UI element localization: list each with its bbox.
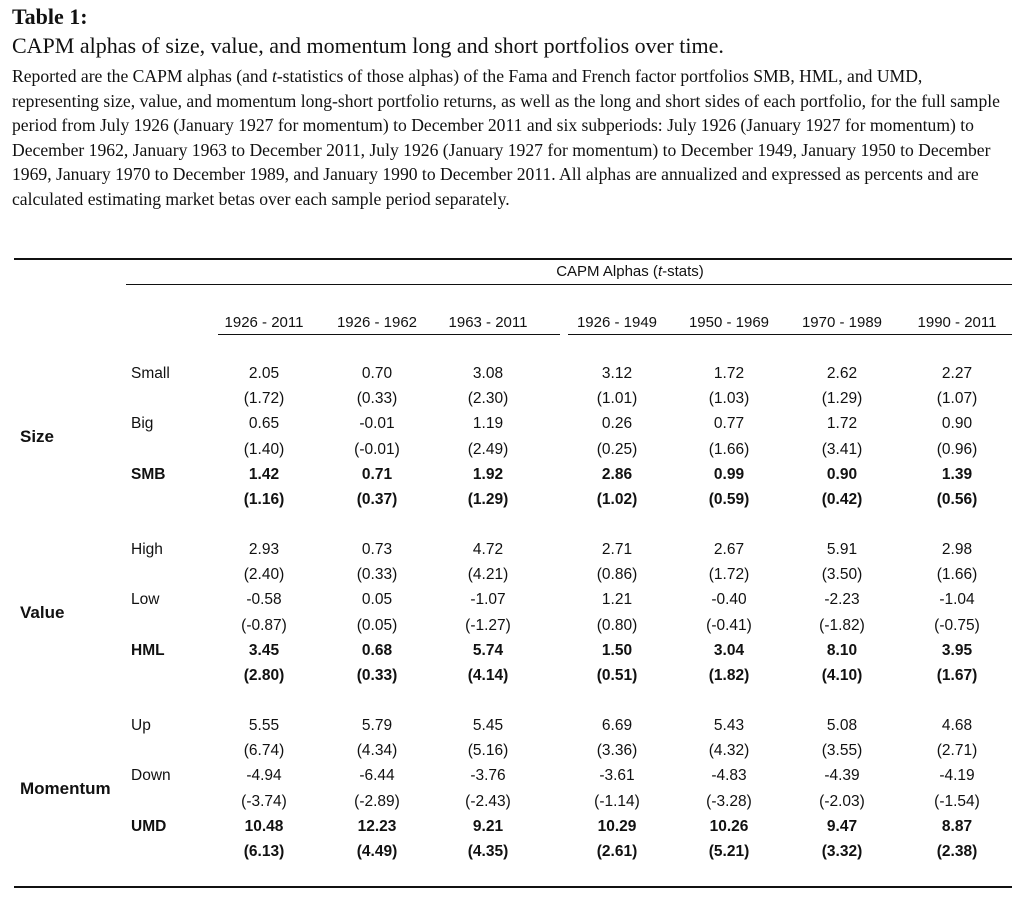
tstat-cell: (0.33) [356, 566, 398, 584]
row-label: SMB [131, 465, 166, 483]
alpha-cell: 1.50 [601, 641, 633, 659]
alpha-cell: -4.83 [711, 767, 747, 785]
alpha-cell: 0.99 [713, 465, 745, 483]
tstat-cell: (3.36) [596, 742, 638, 760]
tstat-cell: (1.66) [708, 440, 750, 458]
alpha-cell: 0.73 [361, 541, 393, 558]
alpha-cell: -4.19 [939, 767, 975, 785]
alpha-cell: 1.92 [472, 465, 504, 483]
alpha-cell: 1.42 [248, 465, 280, 483]
tstat-cell: (4.34) [356, 742, 398, 760]
tstat-row [0, 491, 1024, 516]
alpha-row [0, 717, 1024, 742]
alpha-cell: 1.39 [941, 465, 973, 483]
tstat-cell: (4.32) [708, 742, 750, 760]
alpha-row [0, 767, 1024, 792]
tstat-cell: (-0.01) [354, 440, 400, 458]
tstat-cell: (4.49) [356, 843, 398, 860]
alpha-cell: 5.91 [826, 541, 858, 558]
table-heading: Table 1: [12, 4, 88, 29]
alpha-row [0, 642, 1024, 667]
period-header: 1926 - 1949 [576, 314, 658, 331]
alpha-cell: 5.79 [361, 717, 393, 734]
tstat-cell: (0.33) [356, 667, 398, 684]
alpha-cell: 4.72 [472, 541, 504, 558]
tstat-cell: (0.25) [596, 440, 638, 458]
group-label: Value [20, 603, 65, 622]
header-t-italic: t [657, 263, 663, 280]
alpha-cell: 1.72 [826, 415, 858, 433]
tstat-cell: (0.51) [596, 667, 638, 684]
tstat-row [0, 793, 1024, 818]
tstat-cell: (2.30) [467, 390, 509, 408]
tstat-cell: (1.03) [708, 390, 750, 408]
alpha-row [0, 466, 1024, 491]
alpha-row [0, 591, 1024, 616]
alpha-cell: -6.44 [359, 767, 395, 785]
tstat-cell: (0.96) [936, 440, 978, 458]
group-label: Momentum [20, 779, 111, 798]
alpha-row [0, 365, 1024, 390]
alpha-cell: 0.68 [361, 641, 393, 659]
period-header: 1950 - 1969 [688, 314, 770, 331]
alpha-row [0, 541, 1024, 566]
period-header: 1926 - 1962 [336, 314, 418, 331]
alpha-cell: 4.68 [941, 717, 973, 734]
alpha-cell: 9.47 [826, 817, 858, 835]
tstat-cell: (1.82) [708, 667, 750, 684]
period-rule-right [568, 334, 1012, 335]
alpha-cell: -1.04 [939, 591, 975, 609]
tstat-cell: (1.02) [596, 491, 638, 508]
tstat-cell: (2.71) [936, 742, 978, 760]
tstat-cell: (1.29) [467, 491, 509, 508]
period-header: 1990 - 2011 [917, 314, 997, 331]
tstat-cell: (0.80) [596, 616, 638, 634]
alpha-cell: 5.08 [826, 717, 858, 734]
alpha-cell: -0.40 [711, 591, 747, 609]
caption-text-rest: -statistics of those alphas) of the Fama and French factor portfolios SMB, HML, and UMD, representing size, value, and momentum long-short portfolio returns, as well as the long and short sides of each portfolio, for the full sample period from July 1926 (January 1927 for momentum) to December 2011 and six subperiods: July 1926 (January 1927 for momentum) to December 1962, January 1963 to December 2011, July 1926 (January 1927 for momentum) to December 1949, January 1950 to December 1969, January 1970 to December 1989, and January 1990 to December 2011. All alphas are annualized and expressed as percents and are calculated estimating market betas over each sample period separately. [12, 66, 1000, 209]
table-title: CAPM alphas of size, value, and momentum long and short portfolios over time. [12, 33, 724, 58]
alpha-cell: 2.62 [826, 365, 858, 382]
alpha-cell: 5.55 [248, 717, 280, 734]
alpha-cell: -4.94 [246, 767, 282, 785]
alpha-cell: 3.04 [713, 641, 745, 659]
tstat-cell: (1.72) [708, 566, 750, 584]
table-caption [12, 64, 1012, 211]
alpha-cell: 3.08 [472, 365, 504, 382]
alpha-cell: 3.45 [248, 641, 280, 659]
tstat-cell: (-0.87) [241, 616, 287, 634]
tstat-row [0, 390, 1024, 415]
alpha-cell: 5.45 [472, 717, 504, 734]
tstat-cell: (1.67) [936, 667, 978, 684]
tstat-cell: (0.33) [356, 390, 398, 408]
tstat-cell: (4.14) [467, 667, 509, 684]
table-column-group-header [440, 263, 820, 280]
alpha-cell: 2.98 [941, 541, 973, 558]
alpha-cell: 3.95 [941, 641, 973, 659]
tstat-cell: (4.10) [821, 667, 863, 684]
tstat-row [0, 441, 1024, 466]
alpha-cell: 0.90 [941, 415, 973, 433]
alpha-cell: -3.61 [599, 767, 635, 785]
tstat-cell: (4.35) [467, 843, 509, 860]
alpha-cell: 8.10 [826, 641, 858, 659]
tstat-row [0, 667, 1024, 692]
tstat-cell: (0.59) [708, 491, 750, 508]
tstat-cell: (0.05) [356, 616, 398, 634]
tstat-cell: (1.07) [936, 390, 978, 408]
caption-text-start: Reported are the CAPM alphas (and [12, 66, 272, 86]
row-label: Down [131, 767, 171, 785]
alpha-cell: 2.67 [713, 541, 745, 558]
tstat-cell: (1.72) [243, 390, 285, 408]
period-header: 1963 - 2011 [448, 314, 528, 331]
alpha-cell: 1.19 [472, 415, 504, 433]
alpha-row [0, 415, 1024, 440]
tstat-cell: (0.86) [596, 566, 638, 584]
row-label: UMD [131, 817, 167, 835]
alpha-cell: 0.71 [361, 465, 393, 483]
tstat-cell: (-1.27) [465, 616, 511, 634]
tstat-cell: (3.32) [821, 843, 863, 860]
row-label: Low [131, 591, 160, 609]
tstat-cell: (1.66) [936, 566, 978, 584]
tstat-row [0, 566, 1024, 591]
tstat-cell: (3.41) [821, 440, 863, 458]
row-label: Big [131, 415, 154, 433]
tstat-cell: (-0.75) [934, 616, 980, 634]
tstat-cell: (2.49) [467, 440, 509, 458]
alpha-cell: -0.58 [246, 591, 282, 609]
tstat-cell: (0.56) [936, 491, 978, 508]
tstat-cell: (6.13) [243, 843, 285, 860]
alpha-cell: 2.71 [601, 541, 633, 558]
alpha-cell: 6.69 [601, 717, 633, 734]
alpha-cell: -4.39 [824, 767, 860, 785]
alpha-cell: 10.26 [709, 817, 749, 835]
tstat-cell: (1.01) [596, 390, 638, 408]
alpha-cell: -3.76 [470, 767, 506, 785]
tstat-cell: (1.40) [243, 440, 285, 458]
tstat-cell: (2.80) [243, 667, 285, 684]
tstat-cell: (2.40) [243, 566, 285, 584]
tstat-cell: (-2.03) [819, 792, 865, 810]
tstat-cell: (0.37) [356, 491, 398, 508]
row-label: Up [131, 717, 151, 734]
alpha-cell: -2.23 [824, 591, 860, 609]
alpha-cell: 3.12 [601, 365, 633, 382]
alpha-cell: -1.07 [470, 591, 506, 609]
alpha-cell: 5.74 [472, 641, 504, 659]
caption-t-italic: t [271, 66, 277, 86]
tstat-cell: (-3.28) [706, 792, 752, 810]
alpha-cell: -0.01 [359, 415, 395, 433]
alpha-cell: 2.27 [941, 365, 973, 382]
tstat-cell: (2.38) [936, 843, 978, 860]
tstat-cell: (1.16) [243, 491, 285, 508]
tstat-row [0, 843, 1024, 868]
tstat-cell: (5.21) [708, 843, 750, 860]
tstat-cell: (4.21) [467, 566, 509, 584]
tstat-cell: (-1.14) [594, 792, 640, 810]
table-bottom-rule [14, 886, 1012, 888]
tstat-cell: (3.50) [821, 566, 863, 584]
table-top-rule [14, 258, 1012, 260]
tstat-cell: (-2.89) [354, 792, 400, 810]
alpha-cell: 0.65 [248, 415, 280, 433]
tstat-cell: (6.74) [243, 742, 285, 760]
tstat-cell: (-3.74) [241, 792, 287, 810]
group-label: Size [20, 427, 55, 446]
alpha-cell: 0.05 [361, 591, 393, 609]
alpha-cell: 1.72 [713, 365, 745, 382]
header-text-end: -stats) [662, 263, 704, 280]
alpha-row [0, 818, 1024, 843]
alpha-cell: 2.86 [601, 465, 633, 483]
alpha-cell: 0.70 [361, 365, 393, 382]
row-label: Small [131, 365, 170, 382]
tstat-cell: (2.61) [596, 843, 638, 860]
tstat-cell: (-2.43) [465, 792, 511, 810]
alpha-cell: 10.48 [244, 817, 284, 835]
tstat-cell: (-0.41) [706, 616, 752, 634]
tstat-cell: (1.29) [821, 390, 863, 408]
alpha-cell: 2.05 [248, 365, 280, 382]
header-rule [126, 284, 1012, 285]
row-label: High [131, 541, 163, 558]
alpha-cell: 0.90 [826, 465, 858, 483]
row-label: HML [131, 641, 165, 659]
alpha-cell: 2.93 [248, 541, 280, 558]
tstat-cell: (0.42) [821, 491, 863, 508]
period-rule-left [218, 334, 560, 335]
alpha-cell: 1.21 [601, 591, 633, 609]
alpha-cell: 12.23 [357, 817, 397, 835]
period-header: 1926 - 2011 [224, 314, 304, 331]
tstat-cell: (5.16) [467, 742, 509, 760]
period-header: 1970 - 1989 [801, 314, 883, 331]
alpha-cell: 0.26 [601, 415, 633, 433]
tstat-row [0, 617, 1024, 642]
tstat-row [0, 742, 1024, 767]
header-text-start: CAPM Alphas ( [556, 263, 658, 280]
alpha-cell: 0.77 [713, 415, 745, 433]
alpha-cell: 5.43 [713, 717, 745, 734]
tstat-cell: (-1.82) [819, 616, 865, 634]
alpha-cell: 10.29 [597, 817, 637, 835]
alpha-cell: 9.21 [472, 817, 504, 835]
alpha-cell: 8.87 [941, 817, 973, 835]
tstat-cell: (3.55) [821, 742, 863, 760]
tstat-cell: (-1.54) [934, 792, 980, 810]
